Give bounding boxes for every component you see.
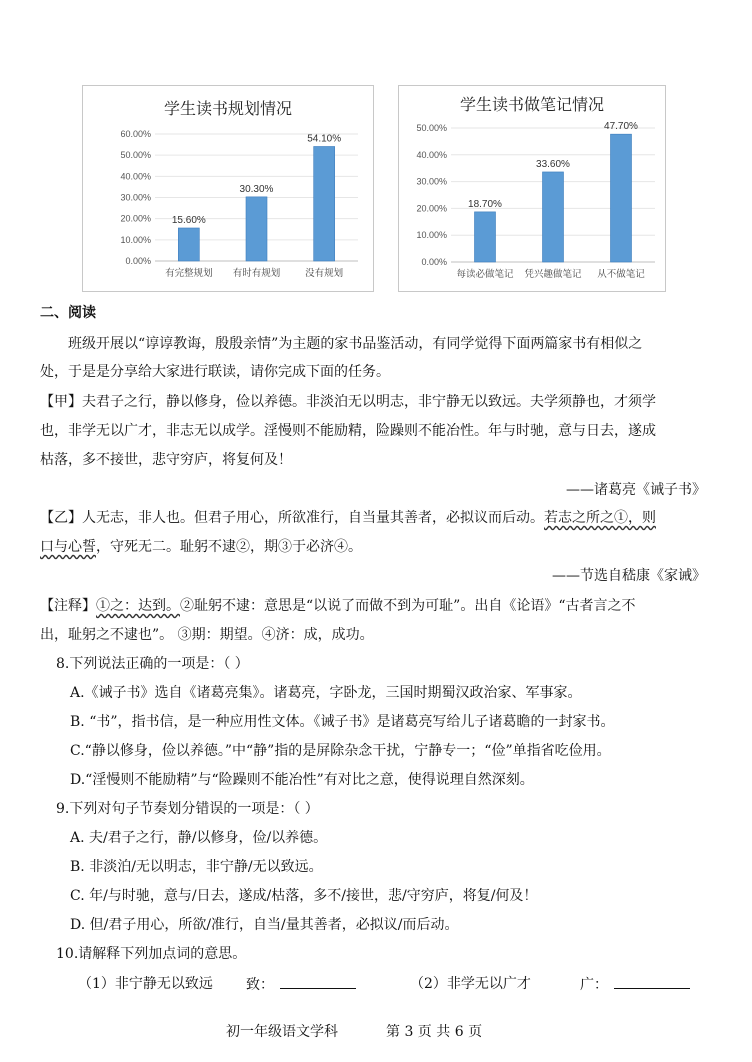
jia-line-3: 枯落，多不接世，悲守穷庐，将复何及！ <box>40 452 292 468</box>
question-10-item-2-answer <box>580 974 690 995</box>
plan-bar <box>246 197 267 261</box>
plan-y-tick-label: 10.00% <box>120 234 151 245</box>
question-8-option-a: A.《诫子书》选自《诸葛亮集》。诸葛亮，字卧龙，三国时期蜀汉政治家、军事家。 <box>70 685 582 701</box>
notes-line-2: 出，耻躬之不逮也”。 ③期：期望。④济：成，成功。 <box>40 627 374 643</box>
plan-y-tick-label: 30.00% <box>120 192 151 203</box>
chart-reading-plan <box>82 85 374 292</box>
jia-source: ——诸葛亮《诫子书》 <box>566 482 706 498</box>
notes-category-label: 从不做笔记 <box>597 269 645 280</box>
notes-data-label: 47.70% <box>604 121 638 133</box>
notes-y-tick-label: 20.00% <box>416 203 447 214</box>
intro-line-1: 班级开展以“谆谆教诲，殷殷亲情”为主题的家书品鉴活动，有同学觉得下面两篇家书有相似之 <box>68 336 643 352</box>
question-10-item-1-answer <box>246 974 356 995</box>
notes-category-label: 每读必做笔记 <box>456 269 514 280</box>
question-8-option-c: C.“静以修身，俭以养德。”中“静”指的是屏除杂念干扰，宁静专一；“俭”单指省吃俭用。 <box>70 743 611 759</box>
question-9-option-c: C. 年/与时驰，意与/日去，遂成/枯落，多不/接世，悲/守穷庐，将复/何及！ <box>70 888 538 904</box>
plan-y-tick-label: 20.00% <box>120 213 151 224</box>
question-10: 10.请解释下列加点词的意思。 <box>56 946 247 962</box>
question-10-item-1: （1）非宁静无以致远 <box>78 976 213 992</box>
notes-y-tick-label: 50.00% <box>416 123 447 133</box>
yi-line-1 <box>40 508 656 528</box>
question-8: 8.下列说法正确的一项是：（ ） <box>56 656 249 672</box>
notes-bar <box>475 212 496 262</box>
question-9-option-b: B. 非淡泊/无以明志，非宁静/无以致远。 <box>70 859 323 875</box>
plan-y-tick-label: 50.00% <box>120 150 151 161</box>
question-10-item-2-word: 广： <box>580 977 608 993</box>
yi-line-2-text: ，守死无二。耻躬不逮②，期③于必济④。 <box>96 539 362 555</box>
question-9-option-d: D. 但/君子用心，所欲/准行，自当/量其善者，必拟议/而后动。 <box>70 917 459 933</box>
notes-item-2: ②耻躬不逮：意思是“以说了而做不到为可耻”。出自《论语》“古者言之不 <box>180 598 636 614</box>
plan-y-tick-label: 0.00% <box>125 256 151 266</box>
question-9-option-a: A. 夫/君子之行，静/以修身，俭/以养德。 <box>70 830 328 846</box>
yi-source: ——节选自嵇康《家诫》 <box>552 568 706 584</box>
notes-label: 【注释】 <box>40 598 96 614</box>
yi-line-1-text: 【乙】人无志，非人也。但君子用心，所欲准行，自当量其善者，必拟议而后动。 <box>40 510 544 526</box>
plan-bar <box>314 146 335 261</box>
notes-item-1: ①之：达到。 <box>96 598 180 614</box>
plan-data-label: 54.10% <box>307 133 342 145</box>
notes-y-tick-label: 30.00% <box>416 176 447 187</box>
notes-category-label: 凭兴趣做笔记 <box>524 269 582 280</box>
notes-y-tick-label: 0.00% <box>421 257 447 267</box>
intro-line-2: 处，于是是分享给大家进行联读，请你完成下面的任务。 <box>40 364 390 380</box>
question-10-item-2: （2）非学无以广才 <box>410 976 531 992</box>
notes-y-tick-label: 10.00% <box>416 230 447 241</box>
question-8-option-d: D.“淫慢则不能励精”与“险躁则不能冶性”有对比之意，使得说理自然深刻。 <box>70 772 534 788</box>
answer-blank-1[interactable] <box>280 974 356 989</box>
section-title: 二、阅读 <box>40 305 96 321</box>
notes-y-tick-label: 40.00% <box>416 149 447 160</box>
yi-line-2-emphasis: 口与心誓 <box>40 539 96 555</box>
answer-blank-2[interactable] <box>614 974 690 989</box>
jia-line-2: 也，非学无以广才，非志无以成学。淫慢则不能励精，险躁则不能冶性。年与时驰，意与日去，遂成 <box>40 423 656 439</box>
notes-bar <box>611 134 632 262</box>
plan-data-label: 15.60% <box>171 214 206 226</box>
notes-bar <box>543 172 564 262</box>
chart-reading-plan-svg <box>83 86 373 291</box>
notes-data-label: 33.60% <box>536 158 570 170</box>
plan-category-label: 没有规划 <box>305 268 344 279</box>
footer-subject: 初一年级语文学科 <box>226 1024 338 1040</box>
plan-category-label: 有完整规划 <box>165 268 213 279</box>
plan-bar <box>178 228 199 261</box>
plan-data-label: 30.30% <box>239 183 274 195</box>
plan-chart-title: 学生读书规划情况 <box>163 99 293 118</box>
yi-line-2 <box>40 537 362 557</box>
chart-reading-notes-svg <box>399 86 665 291</box>
yi-line-1-emphasis: 若志之所之①，则 <box>544 510 656 526</box>
question-9: 9.下列对句子节奏划分错误的一项是：（ ） <box>56 801 319 817</box>
question-8-option-b: B. “书”，指书信，是一种应用性文体。《诫子书》是诸葛亮写给儿子诸葛瞻的一封家书。 <box>70 714 615 730</box>
question-10-item-1-word: 致： <box>246 977 274 993</box>
notes-line-1 <box>40 596 635 616</box>
plan-y-tick-label: 60.00% <box>120 129 151 139</box>
notes-data-label: 18.70% <box>468 198 502 210</box>
notes-chart-title: 学生读书做笔记情况 <box>459 95 605 114</box>
plan-category-label: 有时有规划 <box>232 268 281 279</box>
jia-line-1: 【甲】夫君子之行，静以修身，俭以养德。非淡泊无以明志，非宁静无以致远。夫学须静也，才须学 <box>40 394 656 410</box>
chart-reading-notes <box>398 85 666 292</box>
footer-page: 第 3 页 共 6 页 <box>386 1024 483 1040</box>
plan-y-tick-label: 40.00% <box>120 171 151 182</box>
